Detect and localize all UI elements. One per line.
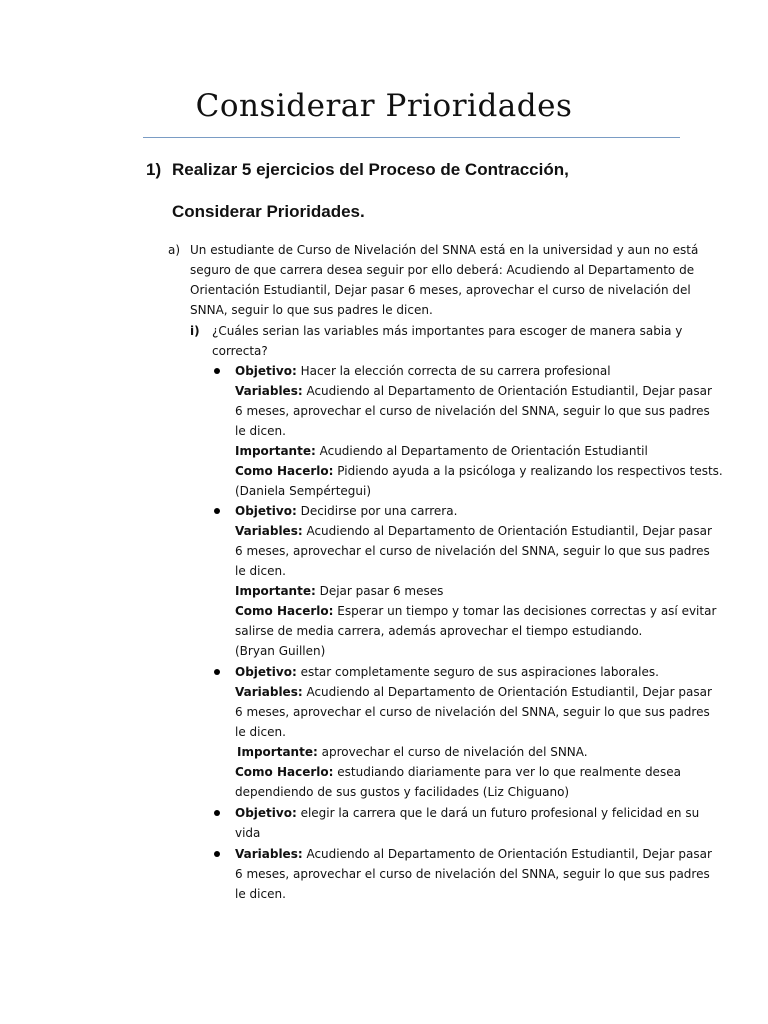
variables-line: le dicen. — [235, 887, 286, 901]
item-i-line: ¿Cuáles serian las variables más importantes para escoger de manera sabia y — [212, 324, 683, 338]
bullet-icon — [214, 368, 220, 374]
variables-line: le dicen. — [235, 564, 286, 578]
como-line: Como Hacerlo: Pidiendo ayuda a la psicóloga y realizando los respectivos tests. — [235, 464, 723, 478]
como-line: (Daniela Sempértegui) — [235, 484, 372, 498]
item-i-line: correcta? — [212, 344, 268, 358]
objetivo-line: Objetivo: estar completamente seguro de sus aspiraciones laborales. — [235, 665, 659, 679]
item-a-line: seguro de que carrera desea seguir por ello deberá: Acudiendo al Departamento de — [190, 263, 695, 277]
title-underline — [143, 137, 680, 138]
variables-line: Variables: Acudiendo al Departamento de Orientación Estudiantil, Dejar pasar — [235, 685, 712, 699]
bullet-icon — [214, 508, 220, 514]
objetivo-line: Objetivo: Hacer la elección correcta de su carrera profesional — [235, 364, 611, 378]
variables-line: 6 meses, aprovechar el curso de nivelación del SNNA, seguir lo que sus padres — [235, 404, 710, 418]
variables-line: 6 meses, aprovechar el curso de nivelación del SNNA, seguir lo que sus padres — [235, 867, 710, 881]
bullet-icon — [214, 669, 220, 675]
variables-line: Variables: Acudiendo al Departamento de Orientación Estudiantil, Dejar pasar — [235, 524, 712, 538]
como-line: salirse de media carrera, además aprovechar el tiempo estudiando. — [235, 624, 643, 638]
objetivo-line: Objetivo: Decidirse por una carrera. — [235, 504, 458, 518]
variables-line: Variables: Acudiendo al Departamento de Orientación Estudiantil, Dejar pasar — [235, 847, 712, 861]
item-a-line: SNNA, seguir lo que sus padres le dicen. — [190, 303, 433, 317]
variables-line: le dicen. — [235, 725, 286, 739]
como-line: dependiendo de sus gustos y facilidades (Liz Chiguano) — [235, 785, 570, 799]
importante-line: Importante: Acudiendo al Departamento de Orientación Estudiantil — [235, 444, 648, 458]
como-line: Como Hacerlo: estudiando diariamente para ver lo que realmente desea — [235, 765, 681, 779]
heading-number: 1) — [146, 160, 162, 179]
item-a-line: Un estudiante de Curso de Nivelación del SNNA está en la universidad y aun no está — [190, 243, 699, 257]
bullet-icon — [214, 810, 220, 816]
item-i-marker: i) — [190, 324, 200, 338]
objetivo-line: vida — [235, 826, 261, 840]
variables-line: 6 meses, aprovechar el curso de nivelación del SNNA, seguir lo que sus padres — [235, 705, 710, 719]
objetivo-line: Objetivo: elegir la carrera que le dará un futuro profesional y felicidad en su — [235, 806, 700, 820]
heading-line-1: Realizar 5 ejercicios del Proceso de Contracción, — [172, 160, 569, 179]
como-line: Como Hacerlo: Esperar un tiempo y tomar las decisiones correctas y así evitar — [235, 604, 717, 618]
variables-line: 6 meses, aprovechar el curso de nivelación del SNNA, seguir lo que sus padres — [235, 544, 710, 558]
item-a-line: Orientación Estudiantil, Dejar pasar 6 meses, aprovechar el curso de nivelación del — [190, 283, 691, 297]
variables-line: Variables: Acudiendo al Departamento de Orientación Estudiantil, Dejar pasar — [235, 384, 712, 398]
bullet-icon — [214, 851, 220, 857]
heading-line-2: Considerar Prioridades. — [172, 202, 365, 221]
como-line: (Bryan Guillen) — [235, 644, 326, 658]
variables-line: le dicen. — [235, 424, 286, 438]
importante-line: Importante: Dejar pasar 6 meses — [235, 584, 444, 598]
page-title: Considerar Prioridades — [195, 88, 573, 124]
importante-line: Importante: aprovechar el curso de nivelación del SNNA. — [237, 745, 588, 759]
item-a-marker: a) — [168, 243, 181, 257]
